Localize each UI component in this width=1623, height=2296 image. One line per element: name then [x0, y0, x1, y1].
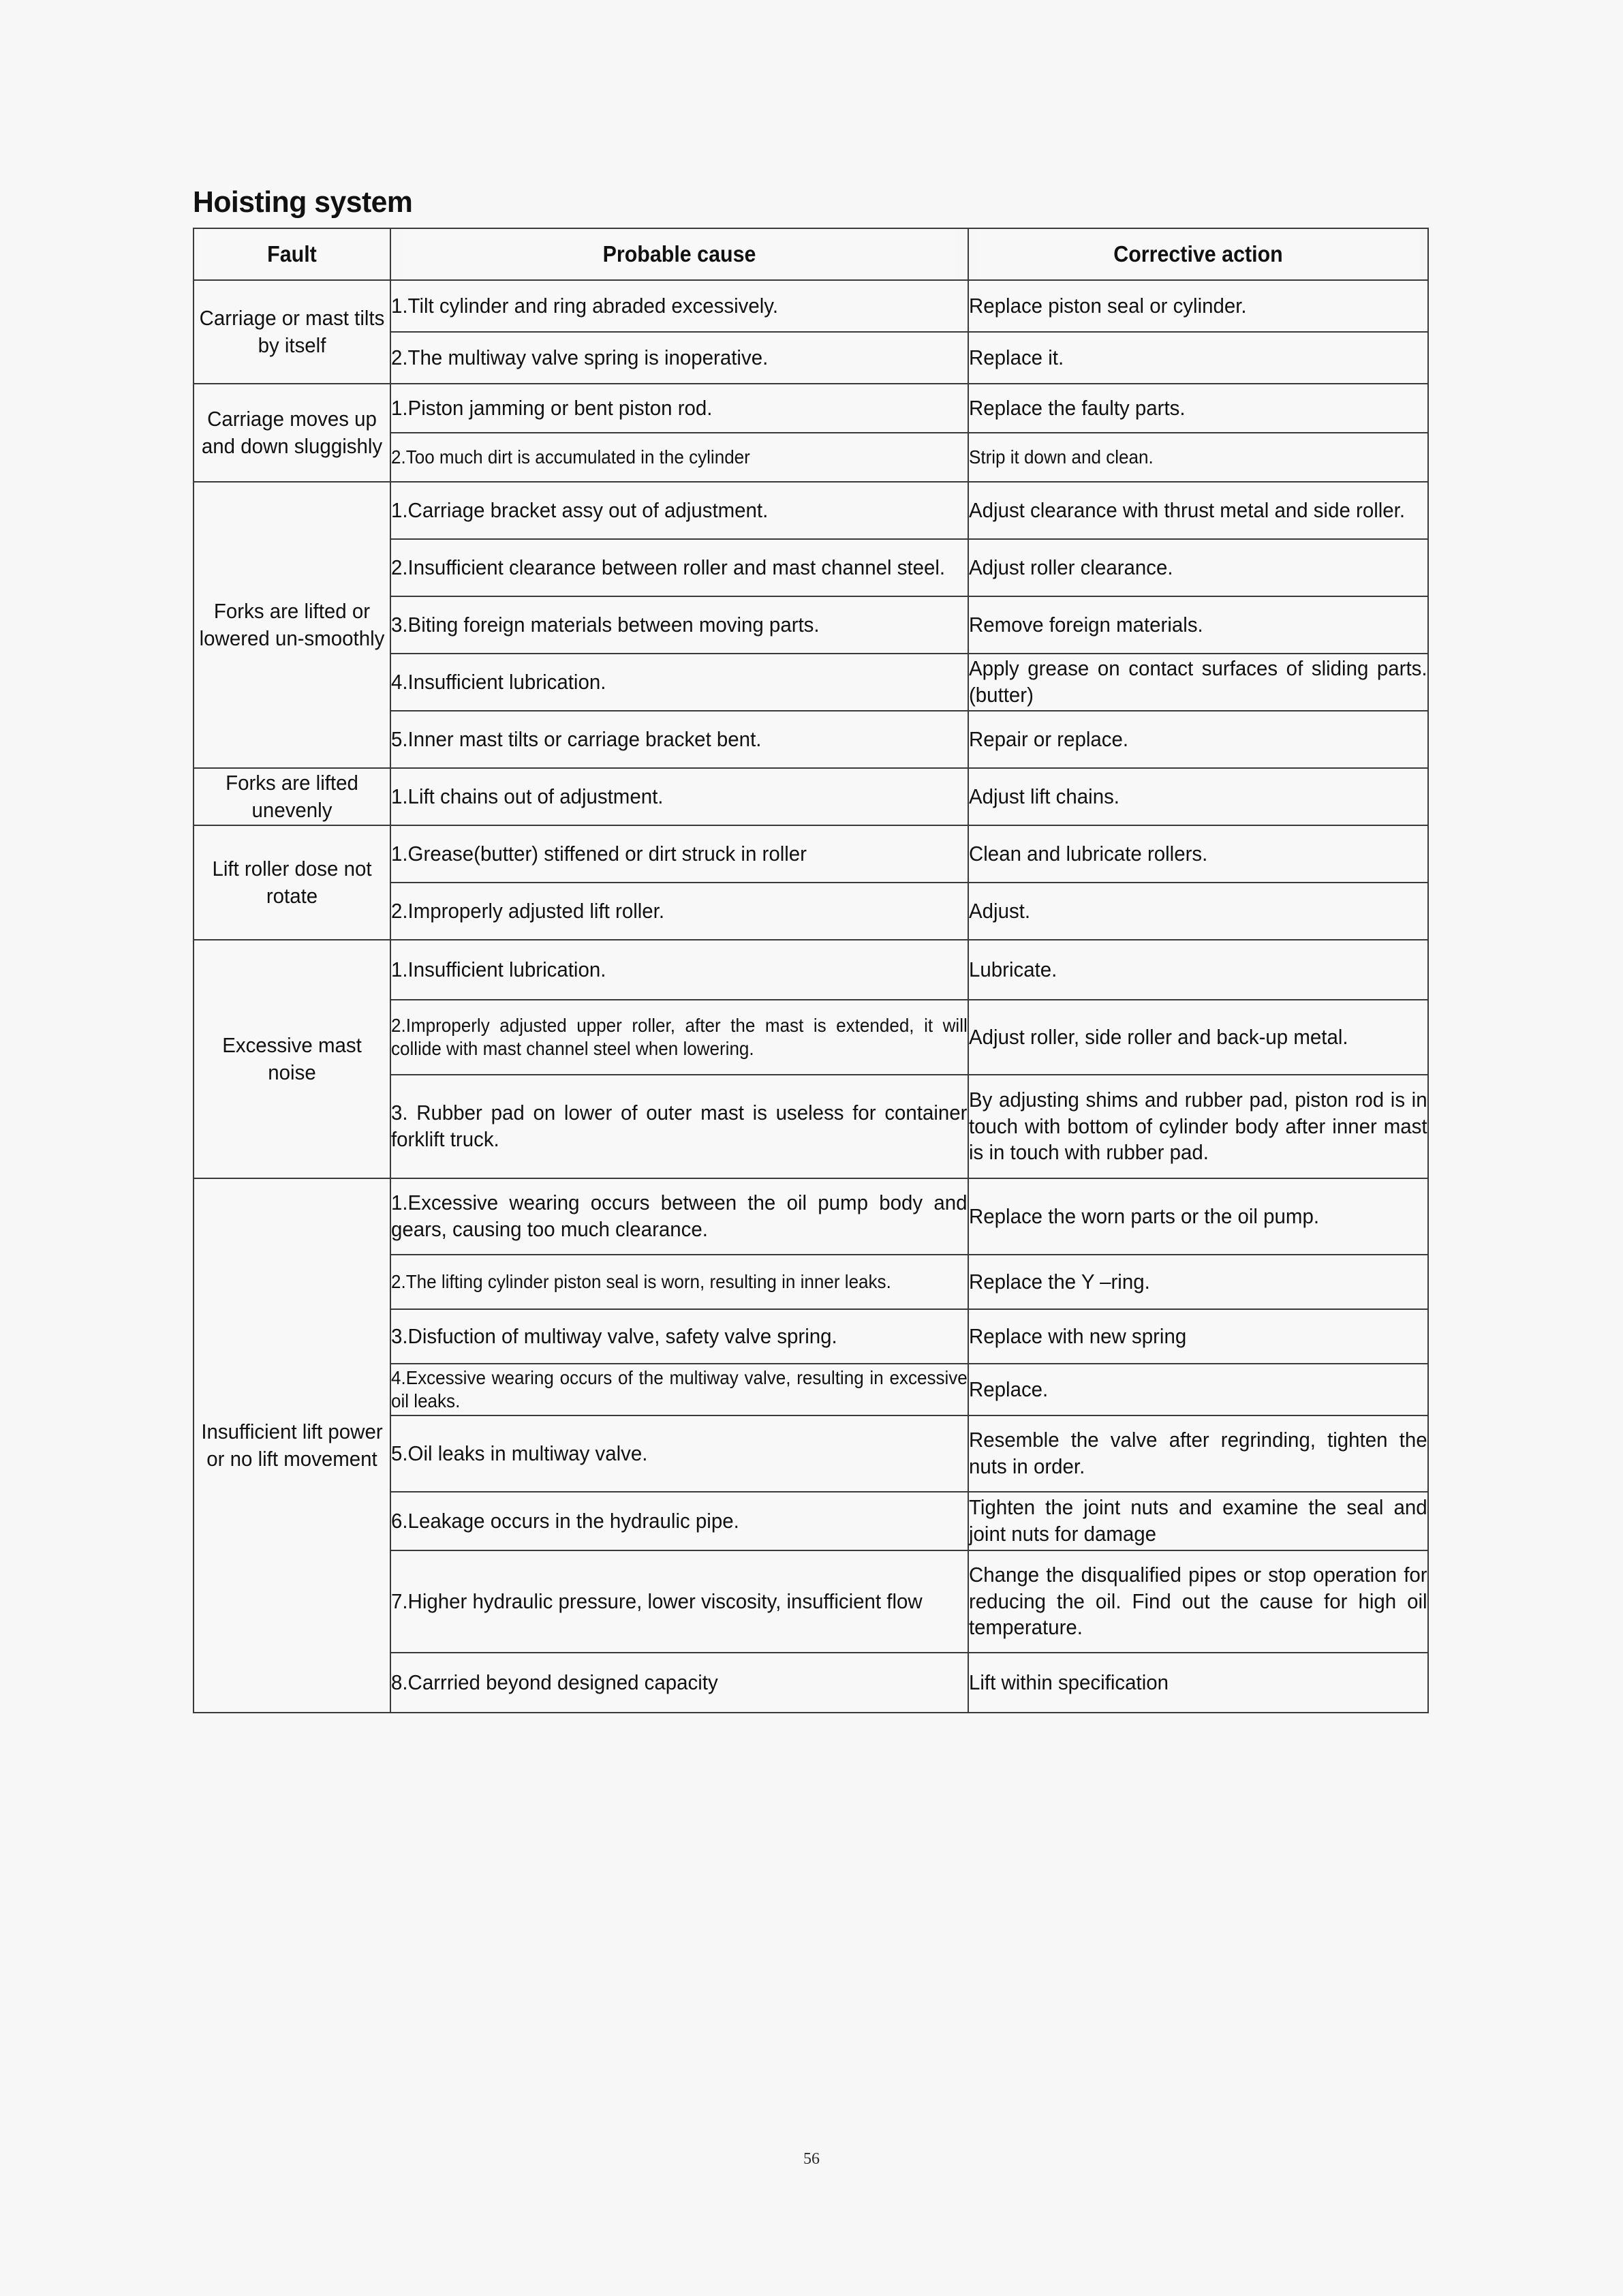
action-text: Adjust. [969, 898, 1031, 923]
page-number: 56 [803, 2150, 820, 2168]
action-cell [968, 1653, 1428, 1713]
cause-text: 6.Leakage occurs in the hydraulic pipe. [391, 1508, 739, 1533]
page-title: Hoisting system [193, 185, 413, 219]
table-row [194, 768, 1428, 825]
action-text: Clean and lubricate rollers. [969, 841, 1208, 866]
action-text: Replace the faulty parts. [969, 395, 1186, 420]
fault-label: Carriage or mast tilts by itself [199, 305, 385, 357]
cause-cell [390, 1550, 968, 1653]
cause-text: 5.Inner mast tilts or carriage bracket bent. [391, 726, 762, 751]
action-text: Replace the worn parts or the oil pump. [969, 1204, 1320, 1228]
action-cell [968, 1492, 1428, 1550]
action-text: Replace it. [969, 345, 1064, 369]
action-cell [968, 482, 1428, 539]
fault-label: Insufficient lift power or no lift movement [201, 1419, 383, 1471]
action-cell [968, 539, 1428, 596]
cause-text: 1.Grease(butter) stiffened or dirt struck in roller [391, 841, 807, 866]
action-cell [968, 1075, 1428, 1178]
cause-cell [390, 1415, 968, 1492]
action-cell [968, 1364, 1428, 1415]
cause-cell [390, 768, 968, 825]
table-body [194, 280, 1428, 1713]
fault-cell [194, 482, 390, 768]
cause-cell [390, 1653, 968, 1713]
cause-text: 3.Disfuction of multiway valve, safety valve spring. [391, 1323, 837, 1348]
cause-text: 2.Insufficient clearance between roller and mast channel steel. [391, 555, 946, 579]
action-text: Adjust clearance with thrust metal and side roller. [969, 498, 1406, 522]
fault-label: Lift roller dose not rotate [212, 856, 372, 908]
fault-label: Forks are lifted unevenly [226, 770, 358, 822]
cause-cell [390, 482, 968, 539]
action-text: Resemble the valve after regrinding, tighten the nuts in order. [969, 1428, 1427, 1478]
cause-cell [390, 596, 968, 654]
column-header-probable-cause [402, 228, 957, 280]
action-text: Replace. [969, 1377, 1049, 1401]
cause-text: 1.Excessive wearing occurs between the oil pump body and gears, causing too much clearance. [391, 1191, 968, 1241]
fault-cell [194, 384, 390, 482]
action-cell [968, 433, 1428, 482]
table-row [194, 1178, 1428, 1255]
fault-cell [194, 768, 390, 825]
table-row [194, 280, 1428, 332]
cause-text: 1.Lift chains out of adjustment. [391, 784, 664, 808]
fault-label: Carriage moves up and down sluggishly [201, 406, 383, 458]
cause-text: 2.Improperly adjusted lift roller. [391, 898, 665, 923]
table-row [194, 384, 1428, 433]
cause-cell [390, 883, 968, 940]
cause-cell [390, 825, 968, 883]
table-header-row [194, 228, 1428, 280]
cause-cell [390, 1075, 968, 1178]
table-row [194, 825, 1428, 883]
cause-cell [390, 1000, 968, 1075]
cause-cell [390, 1178, 968, 1255]
cause-text: 4.Insufficient lubrication. [391, 669, 606, 694]
action-cell [968, 711, 1428, 768]
action-cell [968, 1000, 1428, 1075]
cause-cell [390, 940, 968, 1000]
action-text: Apply grease on contact surfaces of sliding parts.(butter) [969, 656, 1427, 707]
cause-cell [390, 654, 968, 711]
column-header-probable-cause-label: Probable cause [602, 241, 756, 266]
action-text: Replace with new spring [969, 1323, 1187, 1348]
cause-text: 1.Insufficient lubrication. [391, 957, 606, 981]
cause-text: 3. Rubber pad on lower of outer mast is useless for container forklift truck. [391, 1101, 968, 1151]
action-text: Tighten the joint nuts and examine the seal and joint nuts for damage [969, 1495, 1427, 1546]
action-text: Remove foreign materials. [969, 612, 1203, 637]
cause-text: 2.The lifting cylinder piston seal is worn, resulting in inner leaks. [391, 1270, 891, 1292]
action-cell [968, 654, 1428, 711]
action-text: Lift within specification [969, 1670, 1169, 1694]
action-cell [968, 883, 1428, 940]
cause-text: 4.Excessive wearing occurs of the multiway valve, resulting in excessive oil leaks. [391, 1366, 968, 1411]
cause-cell [390, 1364, 968, 1415]
cause-cell [390, 280, 968, 332]
action-cell [968, 768, 1428, 825]
action-cell [968, 825, 1428, 883]
table-row [194, 940, 1428, 1000]
cause-cell [390, 332, 968, 384]
table-header [194, 228, 1428, 280]
action-text: Change the disqualified pipes or stop operation for reducing the oil. Find out the cause for high oil temperature. [969, 1562, 1427, 1640]
action-cell [968, 280, 1428, 332]
fault-label: Excessive mast noise [222, 1032, 362, 1084]
action-cell [968, 332, 1428, 384]
action-cell [968, 1178, 1428, 1255]
cause-cell [390, 1255, 968, 1309]
fault-cell [194, 940, 390, 1178]
cause-text: 2.Too much dirt is accumulated in the cylinder [391, 446, 750, 468]
fault-cell [194, 1178, 390, 1713]
fault-label: Forks are lifted or lowered un-smoothly [199, 598, 385, 650]
cause-text: 5.Oil leaks in multiway valve. [391, 1441, 648, 1465]
action-text: Replace piston seal or cylinder. [969, 293, 1247, 318]
action-text: By adjusting shims and rubber pad, piston rod is in touch with bottom of cylinder body after inner mast is in touch with rubber pad. [969, 1087, 1427, 1165]
action-cell [968, 384, 1428, 433]
column-header-fault [198, 228, 386, 280]
action-cell [968, 1255, 1428, 1309]
cause-cell [390, 1492, 968, 1550]
action-text: Adjust roller, side roller and back-up metal. [969, 1024, 1348, 1049]
fault-cell [194, 825, 390, 940]
table-row [194, 482, 1428, 539]
cause-text: 8.Carrried beyond designed capacity [391, 1670, 718, 1694]
action-cell [968, 1415, 1428, 1492]
column-header-fault-label: Fault [267, 241, 317, 266]
cause-text: 7.Higher hydraulic pressure, lower viscosity, insufficient flow [391, 1589, 923, 1613]
cause-text: 2.The multiway valve spring is inoperative. [391, 345, 769, 369]
fault-cell [194, 280, 390, 384]
cause-text: 1.Tilt cylinder and ring abraded excessively. [391, 293, 779, 318]
cause-cell [390, 539, 968, 596]
action-text: Lubricate. [969, 957, 1057, 981]
action-text: Adjust lift chains. [969, 784, 1119, 808]
action-cell [968, 940, 1428, 1000]
cause-cell [390, 1309, 968, 1364]
action-cell [968, 1550, 1428, 1653]
cause-cell [390, 711, 968, 768]
cause-text: 1.Carriage bracket assy out of adjustment. [391, 498, 769, 522]
action-text: Repair or replace. [969, 726, 1129, 751]
column-header-corrective-action [978, 228, 1419, 280]
cause-cell [390, 433, 968, 482]
action-cell [968, 596, 1428, 654]
action-text: Strip it down and clean. [969, 446, 1154, 468]
action-text: Adjust roller clearance. [969, 555, 1173, 579]
cause-cell [390, 384, 968, 433]
cause-text: 3.Biting foreign materials between moving parts. [391, 612, 820, 637]
column-header-corrective-action-label: Corrective action [1113, 241, 1283, 266]
action-text: Replace the Y –ring. [969, 1269, 1150, 1294]
action-cell [968, 1309, 1428, 1364]
cause-text: 1.Piston jamming or bent piston rod. [391, 395, 713, 420]
troubleshooting-table [193, 228, 1429, 1713]
cause-text: 2.Improperly adjusted upper roller, after the mast is extended, it will collide with mast channel steel when lowering. [391, 1014, 968, 1059]
